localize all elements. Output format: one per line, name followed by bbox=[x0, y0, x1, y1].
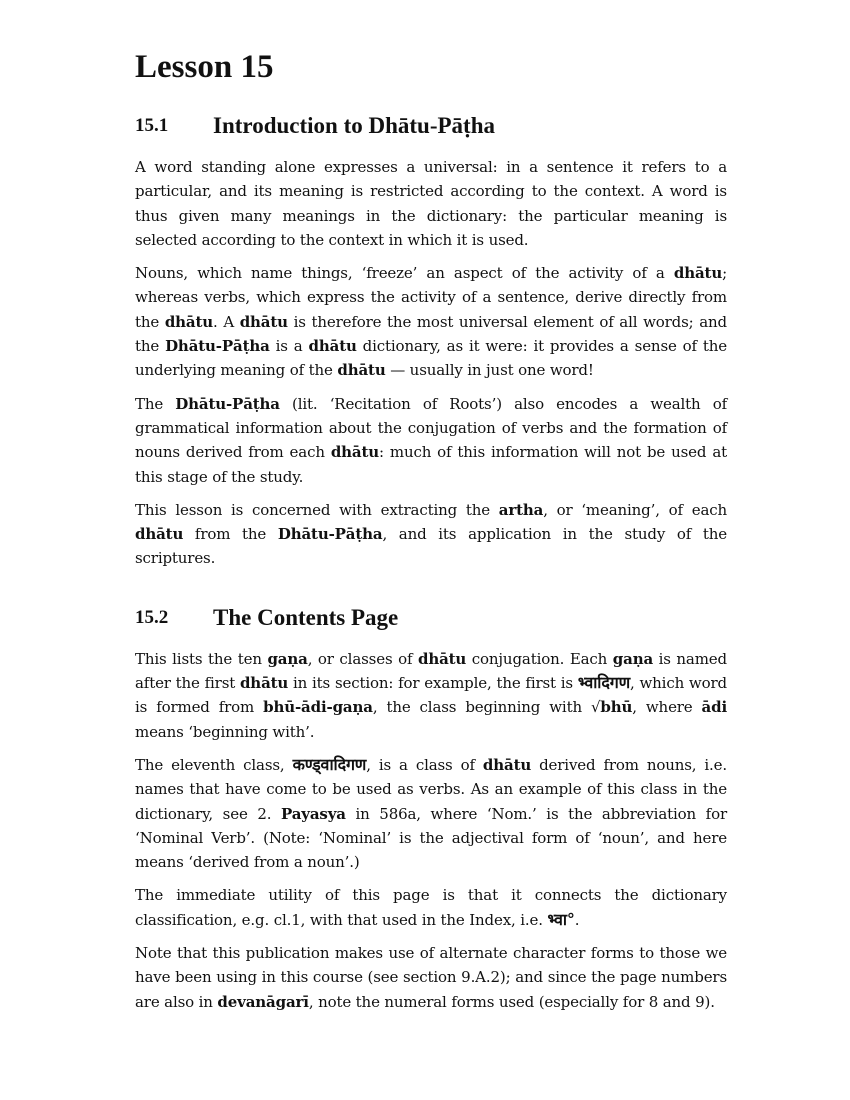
text-run: in its section: for example, the first is bbox=[288, 674, 578, 693]
text-run: A word standing alone expresses a universal: in a sentence it refers to a particular, and its meaning is restricted according to the context. A word is thus given many meanings in the dictionary: the particular meaning is selected according to the context in which it is used. bbox=[135, 158, 727, 249]
bold-term: artha bbox=[498, 500, 544, 519]
bold-term: dhātu bbox=[330, 443, 380, 462]
section-number: 15.1 bbox=[135, 115, 169, 136]
bold-term: dhātu bbox=[239, 674, 289, 693]
text-run: from the bbox=[183, 525, 278, 544]
text-run: ; whereas verbs, which express the activity of a sentence, derive directly from the bbox=[135, 264, 727, 331]
bold-term: Dhātu-Pāṭha bbox=[175, 394, 280, 413]
paragraph bbox=[135, 753, 727, 874]
section-15-1 bbox=[135, 111, 727, 571]
paragraph bbox=[135, 261, 727, 382]
paragraph bbox=[135, 647, 727, 744]
text-run: This lists the ten bbox=[135, 649, 268, 668]
text-run: The eleventh class, bbox=[135, 755, 293, 774]
bold-term: dhātu bbox=[308, 337, 357, 356]
text-run: : much of this information will not be used at this stage of the study. bbox=[135, 443, 727, 486]
section-heading bbox=[135, 111, 727, 141]
section-15-2 bbox=[135, 603, 727, 1014]
text-run: , or classes of bbox=[307, 649, 418, 668]
bold-term: ādi bbox=[701, 698, 728, 717]
text-run: is a bbox=[269, 337, 309, 356]
text-run: The immediate utility of this page is that it connects the dictionary classification, e.g. cl.1, with that used in the Index, i.e. bbox=[135, 886, 727, 929]
text-run: — usually in just one word! bbox=[385, 361, 594, 380]
bold-term: bhū-ādi-gaṇa bbox=[263, 698, 373, 717]
text-run: , is a class of bbox=[366, 755, 483, 774]
bold-term: dhātu bbox=[417, 649, 467, 668]
devanagari-term: कण्ड्वादिगण bbox=[292, 754, 367, 774]
text-run: . bbox=[574, 910, 580, 929]
text-run: conjugation. Each bbox=[466, 649, 613, 668]
bold-term: gaṇa bbox=[612, 649, 654, 668]
text-run: (lit. ‘Recitation of Roots’) also encodes a wealth of grammatical information about the conjugation of verbs and the formation of nouns derived from each bbox=[135, 394, 728, 462]
bold-term: Dhātu-Pāṭha bbox=[165, 337, 270, 356]
section-title: Introduction to Dhātu-Pāṭha bbox=[213, 113, 495, 138]
section-body bbox=[135, 155, 727, 571]
text-run: The bbox=[135, 394, 176, 413]
bold-term: dhātu bbox=[337, 361, 386, 380]
devanagari-term: भ्वादिगण bbox=[577, 673, 631, 693]
bold-term: dhātu bbox=[482, 755, 532, 774]
bold-term: bhū bbox=[600, 698, 633, 717]
text-run: This lesson is concerned with extracting the bbox=[135, 500, 499, 519]
section-title: The Contents Page bbox=[213, 604, 399, 630]
text-run: , and its application in the study of the scriptures. bbox=[135, 525, 727, 568]
text-run: , note the numeral forms used (especially for 8 and 9). bbox=[308, 992, 715, 1011]
text-run: dictionary, as it were: it provides a sense of the underlying meaning of the bbox=[135, 337, 728, 380]
root-symbol: √ bbox=[590, 698, 601, 717]
bold-term: dhātu bbox=[239, 312, 288, 331]
text-run: , where bbox=[632, 698, 702, 717]
bold-term: dhātu bbox=[135, 525, 184, 544]
text-run: is named after the first bbox=[135, 649, 727, 693]
bold-term: Dhātu-Pāṭha bbox=[277, 525, 383, 544]
text-run: is therefore the most universal element of all words; and the bbox=[135, 312, 728, 356]
text-run: Nouns, which name things, ‘freeze’ an aspect of the activity of a bbox=[135, 264, 674, 283]
bold-term: devanāgarī bbox=[217, 992, 309, 1011]
paragraph bbox=[135, 941, 727, 1014]
text-run: derived from nouns, i.e. names that have come to be used as verbs. As an example of this class in the dictionary, see 2. bbox=[135, 755, 728, 823]
page bbox=[135, 45, 727, 1023]
bold-term: gaṇa bbox=[267, 649, 308, 668]
section-body bbox=[135, 647, 727, 1014]
paragraph bbox=[135, 392, 727, 489]
devanagari-term: भ्वा° bbox=[547, 909, 575, 929]
paragraph bbox=[135, 498, 727, 571]
paragraph bbox=[135, 883, 727, 932]
text-run: , the class beginning with bbox=[372, 698, 591, 717]
text-run: , which word is formed from bbox=[135, 674, 727, 717]
text-run: Note that this publication makes use of alternate character forms to those we have been using in this course (see section 9.A.2); and since the page numbers are also in bbox=[135, 944, 727, 1011]
text-run: in 586a, where ‘Nom.’ is the abbreviation for ‘Nominal Verb’. (Note: ‘Nominal’ is the adjectival form of ‘noun’, and here means ‘derived from a noun’.) bbox=[135, 804, 727, 872]
lesson-title: Lesson 15 bbox=[135, 49, 274, 85]
text-run: , or ‘meaning’, of each bbox=[543, 500, 727, 519]
section-heading bbox=[135, 603, 727, 633]
bold-term: dhātu bbox=[164, 312, 214, 331]
text-run: means ‘beginning with’. bbox=[135, 722, 315, 741]
bold-term: dhātu bbox=[673, 264, 723, 283]
bold-term: Payasya bbox=[280, 804, 346, 823]
section-number: 15.2 bbox=[135, 606, 169, 628]
text-run: . A bbox=[213, 312, 240, 331]
paragraph bbox=[135, 155, 727, 252]
